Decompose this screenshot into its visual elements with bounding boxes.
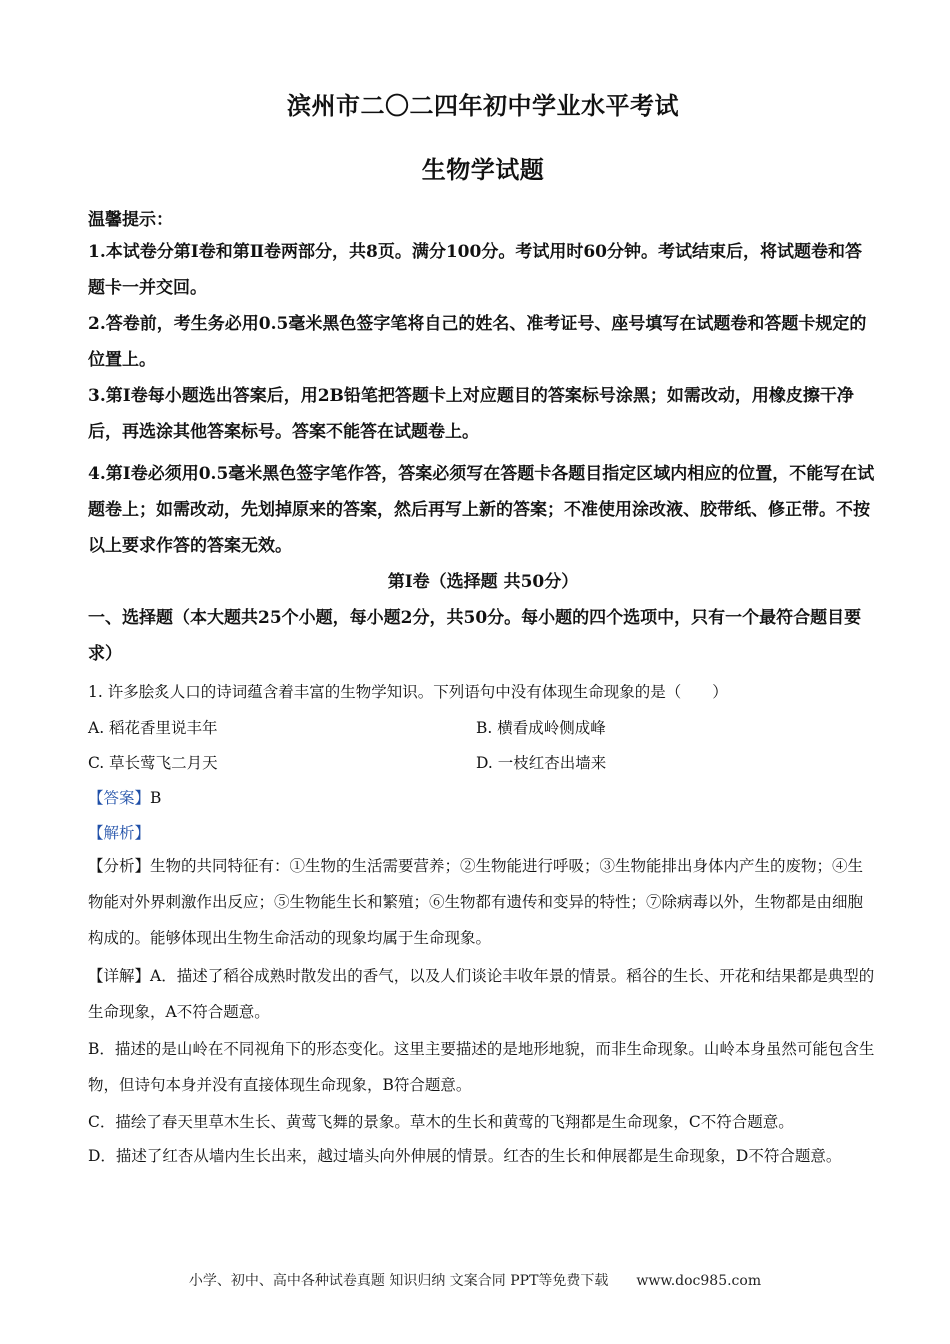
detail-paragraph-a [88,958,878,1030]
answer-value: B [150,789,162,807]
detail-paragraph-b: B．描述的是山岭在不同视角下的形态变化。这里主要描述的是地形地貌，而非生命现象。山岭本身虽然可能包含生物，但诗句本身并没有直接体现生命现象，B符合题意。 [88,1040,875,1094]
part-heading: 一、选择题（本大题共25个小题，每小题2分，共50分。每小题的四个选项中，只有一个最符合题目要求） [88,608,862,664]
option-b: B. 横看成岭侧成峰 [476,719,606,737]
tip-item-1: 1.本试卷分第Ⅰ卷和第Ⅱ卷两部分，共8页。满分100分。考试用时60分钟。考试结束后，将试题卷和答题卡一并交回。 [88,242,862,298]
exam-title: 滨州市二〇二四年初中学业水平考试 [287,91,679,120]
question-stem: 1. 许多脍炙人口的诗词蕴含着丰富的生物学知识。下列语句中没有体现生命现象的是（ ） [88,683,728,701]
exam-subtitle: 生物学试题 [421,155,545,184]
detail-paragraph-d: D．描述了红杏从墙内生长出来，越过墙头向外伸展的情景。红杏的生长和伸展都是生命现象，D不符合题意。 [88,1147,842,1165]
section-heading: 第Ⅰ卷（选择题 共50分） [387,572,579,592]
answer-line [88,786,161,808]
detail-a-text: A．描述了稻谷成熟时散发出的香气，以及人们谈论丰收年景的情景。稻谷的生长、开花和结果都是典型的生命现象，A不符合题意。 [88,967,875,1021]
tip-item-4: 4.第Ⅰ卷必须用0.5毫米黑色签字笔作答，答案必须写在答题卡各题目指定区域内相应的位置，不能写在试题卷上；如需改动，先划掉原来的答案，然后再写上新的答案；不准使用涂改液、胶带纸、修正带。不按以上要求作答的答案无效。 [88,464,875,556]
tip-item-3: 3.第Ⅰ卷每小题选出答案后，用2B铅笔把答题卡上对应题目的答案标号涂黑；如需改动，用橡皮擦干净后，再选涂其他答案标号。答案不能答在试题卷上。 [88,386,854,442]
detail-paragraph-c: C．描绘了春天里草木生长、黄莺飞舞的景象。草木的生长和黄莺的飞翔都是生命现象，C不符合题意。 [88,1113,794,1131]
detail-tag: 【详解】 [88,967,151,985]
analysis-tag: 【解析】 [88,824,151,842]
option-a: A. 稻花香里说丰年 [88,719,218,737]
fenxi-tag: 【分析】 [88,857,151,875]
analysis-line [88,821,150,843]
answer-tag: 【答案】 [88,789,151,807]
fenxi-paragraph [88,848,878,956]
footer-text: 小学、初中、高中各种试卷真题 知识归纳 文案合同 PPT等免费下载 www.doc985.com [188,1273,762,1289]
option-d: D. 一枝红杏出墙来 [476,754,607,772]
tips-label: 温馨提示： [88,210,173,230]
option-c: C. 草长莺飞二月天 [88,754,218,772]
fenxi-text: 生物的共同特征有：①生物的生活需要营养；②生物能进行呼吸；③生物能排出身体内产生的废物；④生物能对外界刺激作出反应；⑤生物能生长和繁殖；⑥生物都有遗传和变异的特性；⑦除病毒以外，生物都是由细胞构成的。能够体现出生物生命活动的现象均属于生命现象。 [88,857,864,947]
tip-item-2: 2.答卷前，考生务必用0.5毫米黑色签字笔将自己的姓名、准考证号、座号填写在试题卷和答题卡规定的位置上。 [88,314,867,370]
